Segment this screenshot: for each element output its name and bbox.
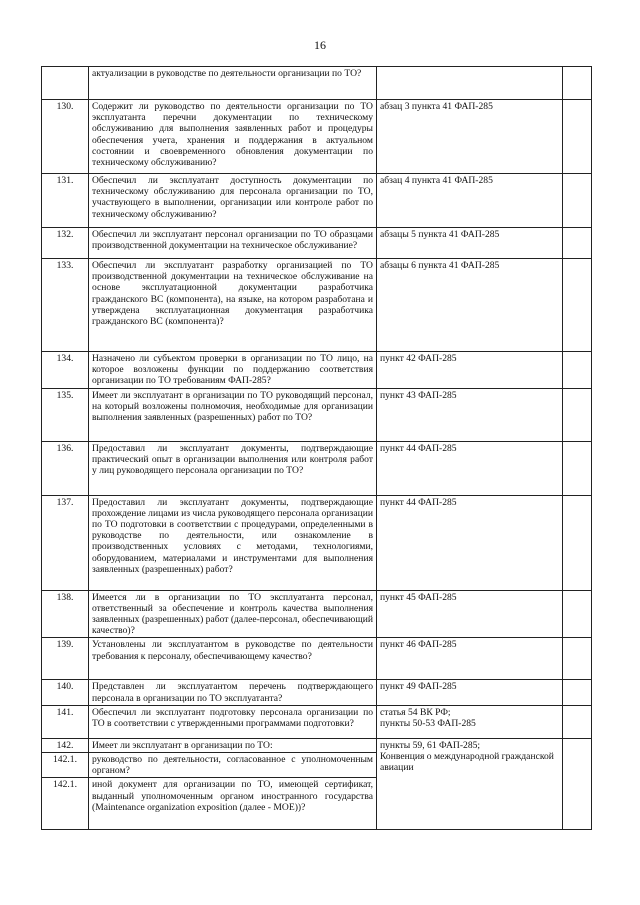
legal-reference: абзацы 5 пункта 41 ФАП-285	[377, 228, 563, 259]
question-text: Предоставил ли эксплуатант документы, подтверждающие практический опыт в организации выполнения или контроля работ у лиц руководящего персонала организации по ТО?	[89, 441, 377, 495]
question-text: Обеспечил ли эксплуатант разработку организацией по ТО производственной документации на техническое обслуживание на основе эксплуатационной документации разработчика гражданского ВС (компонента), на языке, на котором разработана и утверждена эксплуатационная документация разработчика гражданского ВС (компонента)?	[89, 259, 377, 352]
question-text: Имеет ли эксплуатант в организации по ТО руководящий персонал, на который возложены полномочия, необходимые для организации выполнения заявленных (разрешенных) работ по ТО?	[89, 388, 377, 441]
table-row	[42, 388, 592, 441]
answer-cell	[563, 638, 592, 680]
answer-cell	[563, 100, 592, 174]
question-text: Назначено ли субъектом проверки в организации по ТО лицо, на которое возложены функции по поддержанию соответствия организации по ТО требованиям ФАП-285?	[89, 352, 377, 389]
question-text: Имеется ли в организации по ТО эксплуатанта персонал, ответственный за обеспечение и контроль качества выполнения заявленных (разрешенных) работ (далее-персонал, обеспечивающий качество)?	[89, 590, 377, 638]
page-number: 16	[314, 38, 326, 52]
legal-reference: пункт 42 ФАП-285	[377, 352, 563, 389]
table-row	[42, 67, 592, 100]
question-text: Обеспечил ли эксплуатант доступность документации по техническому обслуживанию для персонала организации по ТО, участвующего в выполнении, организации или контроле работ по техническому обслуживанию?	[89, 174, 377, 228]
answer-cell	[563, 441, 592, 495]
legal-reference: абзацы 6 пункта 41 ФАП-285	[377, 259, 563, 352]
item-number: 130.	[42, 100, 89, 174]
legal-reference: пункт 45 ФАП-285	[377, 590, 563, 638]
table-row	[42, 590, 592, 638]
answer-cell	[563, 590, 592, 638]
checklist-rows	[42, 67, 592, 830]
question-text: Установлены ли эксплуатантом в руководстве по деятельности требования к персоналу, обеспечивающему качество?	[89, 638, 377, 680]
legal-reference: пункт 46 ФАП-285	[377, 638, 563, 680]
table-row	[42, 705, 592, 738]
legal-reference: пункт 44 ФАП-285	[377, 441, 563, 495]
question-text: Обеспечил ли эксплуатант подготовку персонала организации по ТО в соответствии с утвержденными программами подготовки?	[89, 705, 377, 738]
item-number: 141.	[42, 705, 89, 738]
answer-cell	[563, 705, 592, 738]
question-text: актуализации в руководстве по деятельности организации по ТО?	[89, 67, 377, 100]
legal-reference: абзац 3 пункта 41 ФАП-285	[377, 100, 563, 174]
question-text: руководство по деятельности, согласованное с уполномоченным органом?	[89, 753, 377, 778]
table-row	[42, 638, 592, 680]
question-text: Предоставил ли эксплуатант документы, подтверждающие прохождение лицами из числа руководящего персонала организации по ТО подготовки в соответствии с процедурами, определенными в руководстве по деятельности, или ознакомление в производственных условиях с методами, технологиями, оборудованием, материалами и инструментами для выполнения заявленных (разрешенных) работ?	[89, 495, 377, 590]
answer-cell	[563, 495, 592, 590]
answer-cell	[563, 680, 592, 705]
table-row	[42, 228, 592, 259]
item-number: 139.	[42, 638, 89, 680]
item-number: 135.	[42, 388, 89, 441]
table-row	[42, 738, 592, 752]
answer-cell	[563, 388, 592, 441]
item-number: 131.	[42, 174, 89, 228]
table-row	[42, 174, 592, 228]
item-number: 142.1.	[42, 778, 89, 830]
legal-reference: пункты 59, 61 ФАП-285; Конвенция о международной гражданской авиации	[377, 738, 563, 830]
answer-cell	[563, 174, 592, 228]
item-number: 142.1.	[42, 753, 89, 778]
item-number	[42, 67, 89, 100]
table-row	[42, 352, 592, 389]
table-row	[42, 259, 592, 352]
item-number: 142.	[42, 738, 89, 752]
answer-cell	[563, 67, 592, 100]
table-row	[42, 680, 592, 705]
answer-cell	[563, 738, 592, 830]
question-text: иной документ для организации по ТО, имеющей сертификат, выданный уполномоченным органом иностранного государства (Maintenance organization exposition (далее - МОЕ))?	[89, 778, 377, 830]
legal-reference: пункт 43 ФАП-285	[377, 388, 563, 441]
legal-reference: пункт 49 ФАП-285	[377, 680, 563, 705]
answer-cell	[563, 228, 592, 259]
table-row	[42, 441, 592, 495]
answer-cell	[563, 259, 592, 352]
question-text: Обеспечил ли эксплуатант персонал организации по ТО образцами производственной документации на техническое обслуживание?	[89, 228, 377, 259]
item-number: 133.	[42, 259, 89, 352]
question-text: Содержит ли руководство по деятельности организации по ТО эксплуатанта перечни документации по техническому обслуживанию для выполнения заявленных работ и процедуры обеспечения учета, хранения и поддержания в актуальном состоянии и своевременного обновления документации по техническому обслуживанию?	[89, 100, 377, 174]
legal-reference: пункт 44 ФАП-285	[377, 495, 563, 590]
legal-reference: статья 54 ВК РФ; пункты 50-53 ФАП-285	[377, 705, 563, 738]
legal-reference: абзац 4 пункта 41 ФАП-285	[377, 174, 563, 228]
question-text: Представлен ли эксплуатантом перечень подтверждающего персонала в организации по ТО эксплуатанта?	[89, 680, 377, 705]
item-number: 137.	[42, 495, 89, 590]
item-number: 136.	[42, 441, 89, 495]
table-row	[42, 495, 592, 590]
legal-reference	[377, 67, 563, 100]
item-number: 140.	[42, 680, 89, 705]
table-row	[42, 100, 592, 174]
item-number: 132.	[42, 228, 89, 259]
item-number: 134.	[42, 352, 89, 389]
item-number: 138.	[42, 590, 89, 638]
question-text: Имеет ли эксплуатант в организации по ТО:	[89, 738, 377, 752]
checklist-table	[41, 66, 592, 830]
answer-cell	[563, 352, 592, 389]
